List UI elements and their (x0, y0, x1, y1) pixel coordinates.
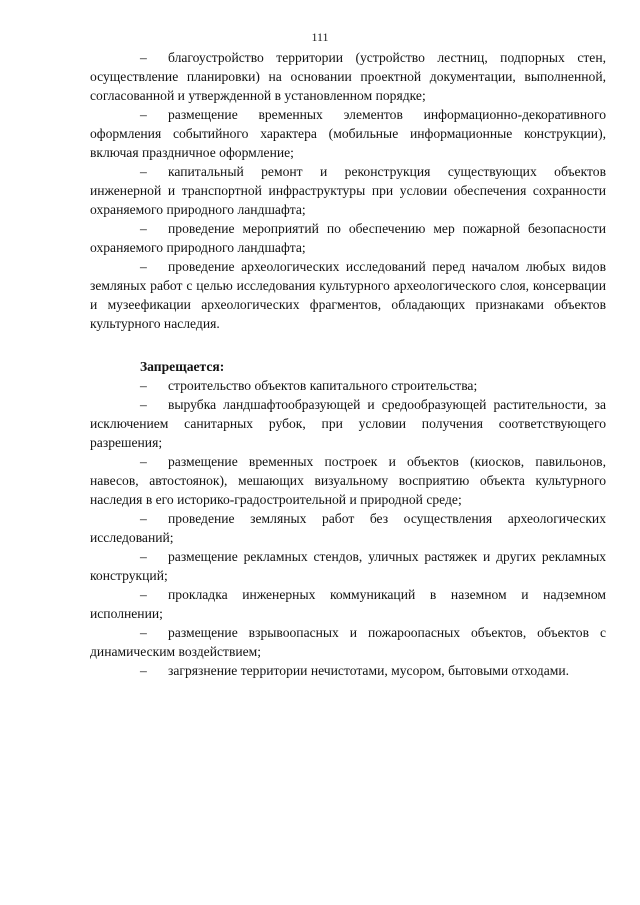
dash-marker: – (140, 164, 147, 179)
dash-marker: – (140, 587, 147, 602)
list-item: – капитальный ремонт и реконструкция существующих объектов инженерной и транспортной инфраструктуры при условии обеспечения сохранности охраняемого природного ландшафта; (90, 164, 606, 217)
list-item: – проведение археологических исследований перед началом любых видов земляных работ с целью исследования культурного археологического слоя, консервации и музеефикации археологических фрагментов, обладающих признаками объектов культурного наследия. (90, 259, 606, 331)
page-number: 111 (311, 30, 329, 44)
list-item: – проведение мероприятий по обеспечению мер пожарной безопасности охраняемого природного ландшафта; (90, 221, 606, 255)
list-item: – вырубка ландшафтообразующей и средообразующей растительности, за исключением санитарных рубок, при условии получения соответствующего разрешения; (90, 397, 606, 450)
dash-marker: – (140, 511, 147, 526)
list-item: – размещение временных построек и объектов (киосков, павильонов, навесов, автостоянок), мешающих визуальному восприятию объекта культурного наследия в его историко-градостроительной и природной среде; (90, 454, 606, 507)
dash-marker: – (140, 259, 147, 274)
dash-marker: – (140, 107, 147, 122)
list-item: – размещение рекламных стендов, уличных растяжек и других рекламных конструкций; (90, 549, 606, 583)
list-item: – проведение земляных работ без осуществления археологических исследований; (90, 511, 606, 545)
list-item: – размещение временных элементов информационно-декоративного оформления событийного характера (мобильные информационные конструкции), включая праздничное оформление; (90, 107, 606, 160)
document-body (90, 48, 606, 680)
forbidden-list (90, 376, 606, 680)
dash-marker: – (140, 625, 147, 640)
dash-marker: – (140, 397, 147, 412)
dash-marker: – (140, 50, 147, 65)
forbidden-heading: Запрещается: (140, 359, 225, 374)
allowed-list (90, 48, 606, 333)
dash-marker: – (140, 454, 147, 469)
dash-marker: – (140, 549, 147, 564)
list-item: – размещение взрывоопасных и пожароопасных объектов, объектов с динамическим воздействием; (90, 625, 606, 659)
list-item: – благоустройство территории (устройство лестниц, подпорных стен, осуществление планировки) на основании проектной документации, выполненной, согласованной и утвержденной в установленном порядке; (90, 50, 606, 103)
dash-marker: – (140, 378, 147, 393)
dash-marker: – (140, 663, 147, 678)
list-item: – прокладка инженерных коммуникаций в наземном и надземном исполнении; (90, 587, 606, 621)
list-item: – загрязнение территории нечистотами, мусором, бытовыми отходами. (140, 663, 570, 678)
list-item: – строительство объектов капитального строительства; (140, 378, 478, 393)
dash-marker: – (140, 221, 147, 236)
